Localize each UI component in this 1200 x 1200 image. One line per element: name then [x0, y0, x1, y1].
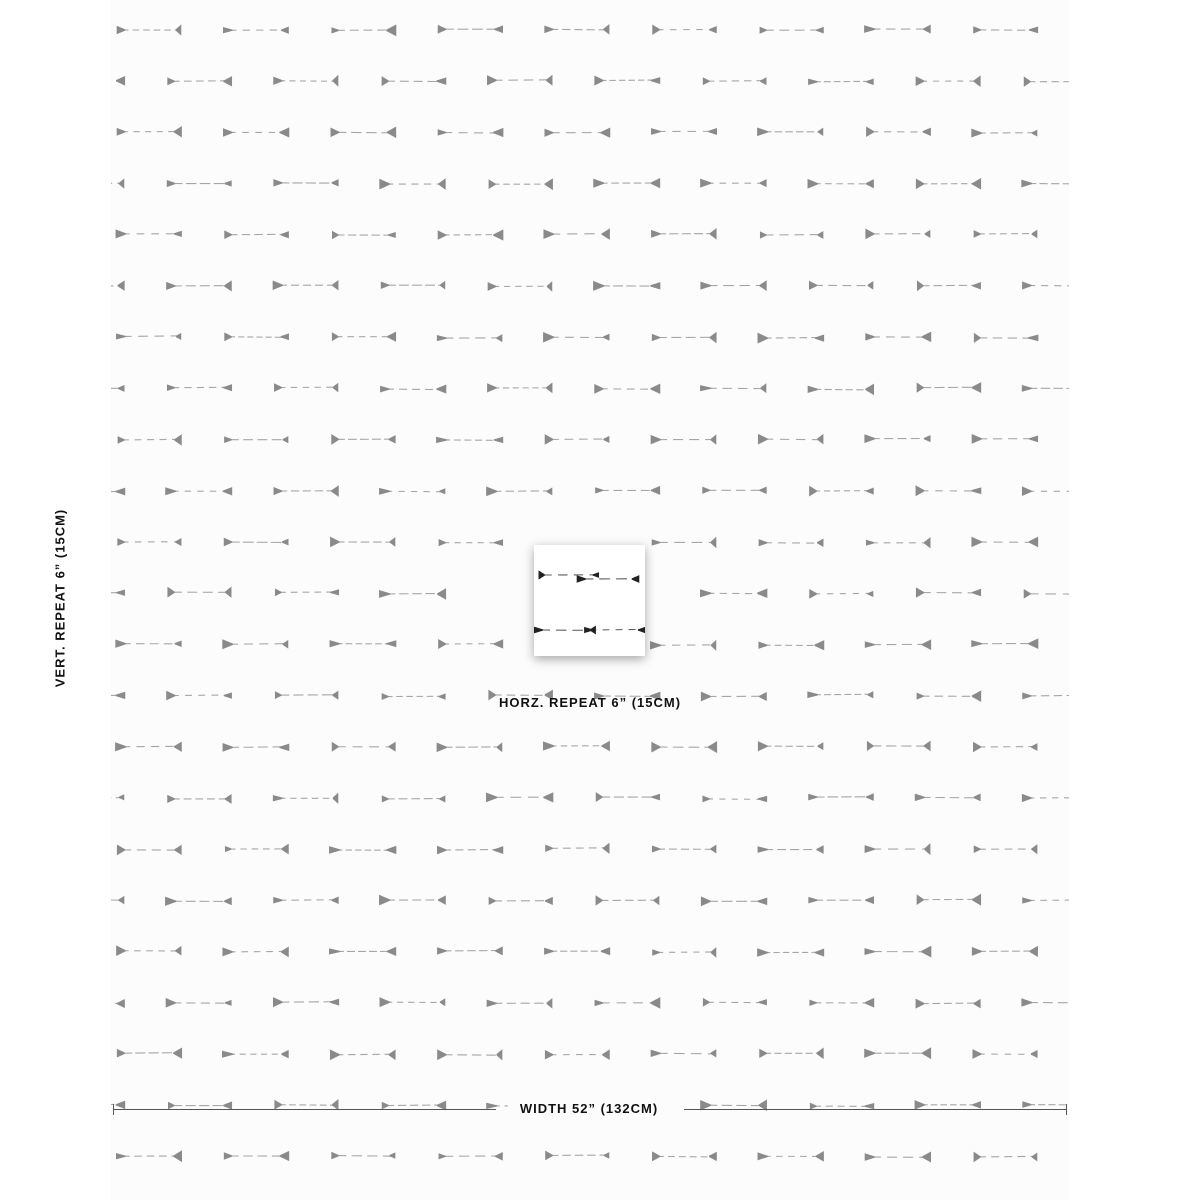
tassel-dash-motif	[702, 487, 766, 495]
tassel-dash-motif	[651, 741, 717, 753]
tassel-dash-motif	[224, 332, 289, 341]
tassel-dash-motif	[111, 178, 124, 188]
tassel-dash-motif	[544, 128, 610, 138]
tassel-dash-motif	[222, 946, 288, 957]
tassel-dash-motif	[865, 639, 931, 650]
tassel-dash-motif	[165, 897, 232, 906]
tassel-dash-motif	[972, 434, 1038, 444]
tassel-dash-motif	[651, 1049, 717, 1057]
tassel-dash-motif	[917, 690, 982, 702]
tassel-dash-motif	[651, 128, 717, 135]
tassel-dash-motif	[111, 587, 125, 598]
tassel-dash-motif	[808, 179, 874, 189]
tassel-dash-motif	[652, 332, 717, 344]
tassel-dash-motif	[757, 948, 824, 956]
repeat-swatch	[534, 545, 645, 656]
tassel-dash-motif	[865, 332, 931, 343]
width-dimension-line-left	[113, 1109, 496, 1110]
tassel-dash-motif	[1021, 998, 1069, 1006]
tassel-dash-motif	[759, 1048, 823, 1060]
tassel-dash-motif	[437, 846, 503, 855]
tassel-dash-motif	[329, 846, 396, 854]
tassel-dash-motif	[917, 382, 982, 393]
tassel-dash-motif	[382, 693, 446, 700]
tassel-dash-motif	[865, 843, 931, 855]
tassel-dash-motif	[439, 1152, 503, 1161]
tassel-dash-motif	[332, 332, 396, 342]
tassel-dash-motif	[701, 896, 767, 906]
tassel-dash-motif	[167, 180, 232, 187]
tassel-dash-motif	[222, 1050, 289, 1059]
tassel-dash-motif	[111, 896, 124, 905]
tassel-dash-motif	[1022, 383, 1069, 394]
tassel-dash-motif	[382, 795, 446, 802]
tassel-dash-motif	[116, 229, 182, 238]
tassel-dash-motif	[224, 538, 289, 547]
tassel-dash-motif	[760, 231, 823, 239]
tassel-dash-motif	[543, 228, 609, 239]
tassel-dash-motif	[116, 1150, 182, 1162]
tassel-dash-motif	[379, 588, 446, 599]
tassel-dash-motif	[577, 575, 640, 583]
tassel-dash-motif	[703, 998, 767, 1007]
tassel-dash-motif	[379, 178, 445, 190]
tassel-dash-motif	[438, 639, 503, 649]
tassel-dash-motif	[545, 1151, 609, 1161]
tassel-dash-motif	[971, 638, 1038, 649]
tassel-dash-motif	[651, 434, 717, 444]
tassel-dash-motif	[167, 384, 232, 391]
tassel-dash-motif	[1024, 76, 1069, 86]
tassel-dash-motif	[809, 589, 873, 599]
tassel-dash-motif	[974, 333, 1039, 343]
tassel-dash-motif	[865, 946, 932, 958]
tassel-dash-motif	[916, 485, 982, 496]
tassel-dash-motif	[544, 947, 610, 955]
tassel-dash-motif	[488, 281, 553, 292]
tassel-dash-motif	[117, 538, 181, 546]
tassel-dash-motif	[224, 230, 289, 239]
tassel-dash-motif	[118, 434, 182, 445]
tassel-dash-motif	[545, 434, 610, 445]
tassel-dash-motif	[865, 1152, 931, 1163]
vert-repeat-label: VERT. REPEAT 6” (15CM)	[52, 508, 68, 688]
tassel-dash-motif	[700, 280, 766, 291]
tassel-dash-motif	[223, 743, 290, 752]
tassel-dash-motif	[808, 78, 874, 85]
tassel-dash-motif	[438, 229, 504, 240]
repeat-swatch-motif	[534, 545, 645, 656]
tassel-dash-motif	[758, 333, 825, 344]
tassel-dash-motif	[652, 24, 716, 34]
tassel-dash-motif	[437, 334, 502, 342]
tassel-dash-motif	[115, 640, 181, 648]
tassel-dash-motif	[972, 1049, 1037, 1059]
tassel-dash-motif	[487, 383, 552, 394]
tassel-dash-motif	[1022, 1100, 1069, 1110]
tassel-dash-motif	[539, 570, 600, 579]
tassel-dash-motif	[486, 486, 552, 496]
tassel-dash-motif	[330, 537, 395, 548]
tassel-dash-motif	[332, 231, 396, 239]
tassel-dash-motif	[436, 437, 503, 443]
tassel-dash-motif	[379, 895, 446, 906]
tassel-dash-motif	[700, 179, 766, 188]
tassel-dash-motif	[916, 587, 981, 597]
tassel-dash-motif	[438, 128, 504, 137]
tassel-dash-motif	[331, 1152, 395, 1160]
tassel-dash-motif	[758, 434, 823, 445]
tassel-dash-motif	[167, 76, 232, 86]
tassel-dash-motif	[111, 692, 125, 699]
tassel-dash-motif	[380, 384, 446, 393]
tassel-dash-motif	[1022, 690, 1069, 702]
tassel-dash-motif	[809, 998, 874, 1008]
width-line-right-tick	[1066, 1104, 1067, 1115]
tassel-dash-motif	[437, 742, 503, 752]
tassel-dash-motif	[1022, 794, 1069, 802]
tassel-dash-motif	[273, 997, 339, 1007]
tassel-dash-motif	[543, 332, 609, 342]
tassel-dash-motif	[225, 844, 289, 855]
tassel-dash-motif	[380, 997, 446, 1007]
tassel-dash-motif	[273, 75, 338, 87]
tassel-dash-motif	[593, 178, 660, 188]
tassel-dash-motif	[974, 230, 1038, 238]
tassel-dash-motif	[758, 1151, 824, 1162]
tassel-dash-motif	[544, 24, 609, 35]
tassel-dash-motif	[593, 281, 660, 291]
tassel-dash-motif	[111, 76, 125, 86]
tassel-dash-motif	[594, 75, 660, 85]
tassel-dash-motif	[915, 793, 981, 801]
tassel-dash-motif	[652, 1151, 717, 1161]
tassel-dash-motif	[700, 383, 766, 393]
horz-repeat-label: HORZ. REPEAT 6” (15CM)	[498, 695, 682, 710]
tassel-dash-motif	[487, 75, 552, 86]
tassel-dash-motif	[275, 588, 339, 596]
tassel-dash-motif	[331, 24, 396, 36]
tassel-dash-motif	[595, 486, 660, 495]
tassel-dash-motif	[329, 947, 396, 956]
tassel-dash-motif	[111, 998, 125, 1008]
tassel-dash-motif	[116, 333, 181, 340]
tassel-dash-motif	[274, 485, 339, 497]
tassel-dash-motif	[1021, 180, 1069, 188]
tassel-dash-motif	[111, 280, 125, 290]
tassel-dash-motif	[331, 127, 397, 138]
tassel-dash-motif	[866, 537, 931, 548]
tassel-dash-motif	[758, 640, 824, 650]
tassel-dash-motif	[807, 691, 873, 698]
tassel-dash-motif	[651, 228, 716, 240]
tassel-dash-motif	[808, 793, 874, 801]
tassel-dash-motif	[330, 640, 397, 647]
tassel-dash-motif	[382, 76, 447, 86]
tassel-dash-motif	[759, 538, 824, 547]
tassel-dash-motif	[866, 126, 931, 137]
tassel-dash-motif	[809, 281, 873, 290]
tassel-dash-motif	[864, 25, 931, 34]
tassel-dash-motif	[1024, 589, 1069, 599]
tassel-dash-motif	[1022, 486, 1069, 496]
tassel-dash-motif	[330, 1049, 396, 1060]
tassel-dash-motif	[275, 691, 338, 700]
tassel-dash-motif	[916, 178, 981, 190]
tassel-dash-motif	[439, 539, 503, 546]
tassel-dash-motif	[273, 280, 339, 290]
tassel-dash-motif	[701, 692, 767, 702]
tassel-dash-motif	[223, 26, 289, 33]
tassel-dash-motif	[166, 280, 232, 291]
tassel-dash-motif	[543, 741, 610, 751]
tassel-dash-motif	[274, 383, 338, 393]
tassel-dash-motif	[437, 946, 503, 955]
tassel-dash-motif	[117, 24, 182, 35]
tassel-dash-motif	[703, 77, 767, 85]
tassel-dash-motif	[596, 895, 660, 905]
tassel-dash-motif	[757, 128, 823, 137]
tassel-dash-motif	[596, 792, 660, 802]
tassel-dash-motif	[224, 1151, 289, 1161]
tassel-dash-motif	[594, 384, 660, 394]
tassel-dash-motif	[117, 126, 182, 137]
tassel-dash-motif	[166, 998, 232, 1008]
width-dimension-line-right	[684, 1109, 1066, 1110]
tassel-dash-motif	[438, 25, 503, 34]
tassel-dash-motif	[111, 488, 125, 496]
tassel-dash-motif	[116, 945, 181, 956]
tassel-dash-motif	[758, 741, 823, 751]
tassel-dash-motif	[971, 129, 1037, 138]
tassel-dash-motif	[331, 434, 395, 445]
tassel-dash-motif	[489, 178, 553, 190]
tassel-dash-motif	[760, 27, 824, 34]
tassel-dash-motif	[223, 127, 289, 137]
tassel-dash-motif	[487, 998, 553, 1009]
tassel-dash-motif	[381, 281, 445, 290]
tassel-dash-motif	[973, 742, 1037, 753]
tassel-dash-motif	[702, 796, 767, 803]
tassel-dash-motif	[595, 997, 661, 1009]
tassel-dash-motif	[545, 1049, 610, 1060]
tassel-dash-motif	[808, 384, 874, 396]
tassel-dash-motif	[652, 537, 717, 549]
tassel-dash-motif	[224, 436, 288, 443]
tassel-dash-motif	[117, 844, 182, 855]
tassel-dash-motif	[545, 843, 609, 854]
tassel-dash-motif	[167, 794, 231, 804]
tassel-dash-motif	[273, 179, 338, 186]
tassel-dash-motif	[117, 1048, 182, 1059]
tassel-dash-motif	[489, 897, 553, 905]
tassel-dash-motif	[917, 894, 981, 906]
tassel-dash-motif	[758, 845, 824, 854]
tassel-dash-motif	[222, 639, 288, 649]
tassel-dash-motif	[916, 999, 981, 1009]
tassel-dash-motif	[111, 794, 124, 801]
tassel-dash-motif	[273, 793, 338, 804]
tassel-dash-motif	[865, 229, 930, 240]
tassel-dash-motif	[809, 486, 874, 497]
tassel-dash-motif	[486, 792, 553, 802]
width-label: WIDTH 52” (132CM)	[508, 1101, 670, 1116]
tassel-dash-motif	[332, 742, 396, 752]
tassel-dash-motif	[273, 896, 338, 904]
tassel-dash-motif	[1022, 895, 1069, 906]
tassel-dash-motif	[379, 488, 445, 495]
tassel-dash-motif	[971, 537, 1038, 548]
tassel-dash-motif	[864, 434, 930, 443]
tassel-dash-motif	[1022, 281, 1069, 289]
tassel-dash-motif	[974, 1152, 1038, 1163]
tassel-dash-motif	[166, 691, 232, 701]
tassel-dash-motif	[437, 1049, 502, 1060]
tassel-dash-motif	[974, 844, 1038, 854]
tassel-dash-motif	[808, 896, 874, 904]
tassel-dash-motif	[917, 280, 981, 291]
tassel-dash-motif	[867, 741, 931, 752]
tassel-dash-motif	[165, 487, 232, 496]
tassel-dash-motif	[115, 742, 182, 752]
tassel-dash-motif	[167, 586, 231, 597]
tassel-dash-motif	[652, 947, 716, 958]
tassel-dash-motif	[652, 845, 716, 854]
tassel-dash-motif	[650, 640, 716, 651]
tassel-dash-motif	[973, 26, 1038, 33]
tassel-dash-motif	[972, 946, 1038, 957]
tassel-dash-motif	[111, 385, 124, 392]
tassel-dash-motif	[916, 75, 981, 87]
tassel-dash-motif	[700, 589, 767, 598]
tassel-dash-motif	[864, 1047, 931, 1059]
